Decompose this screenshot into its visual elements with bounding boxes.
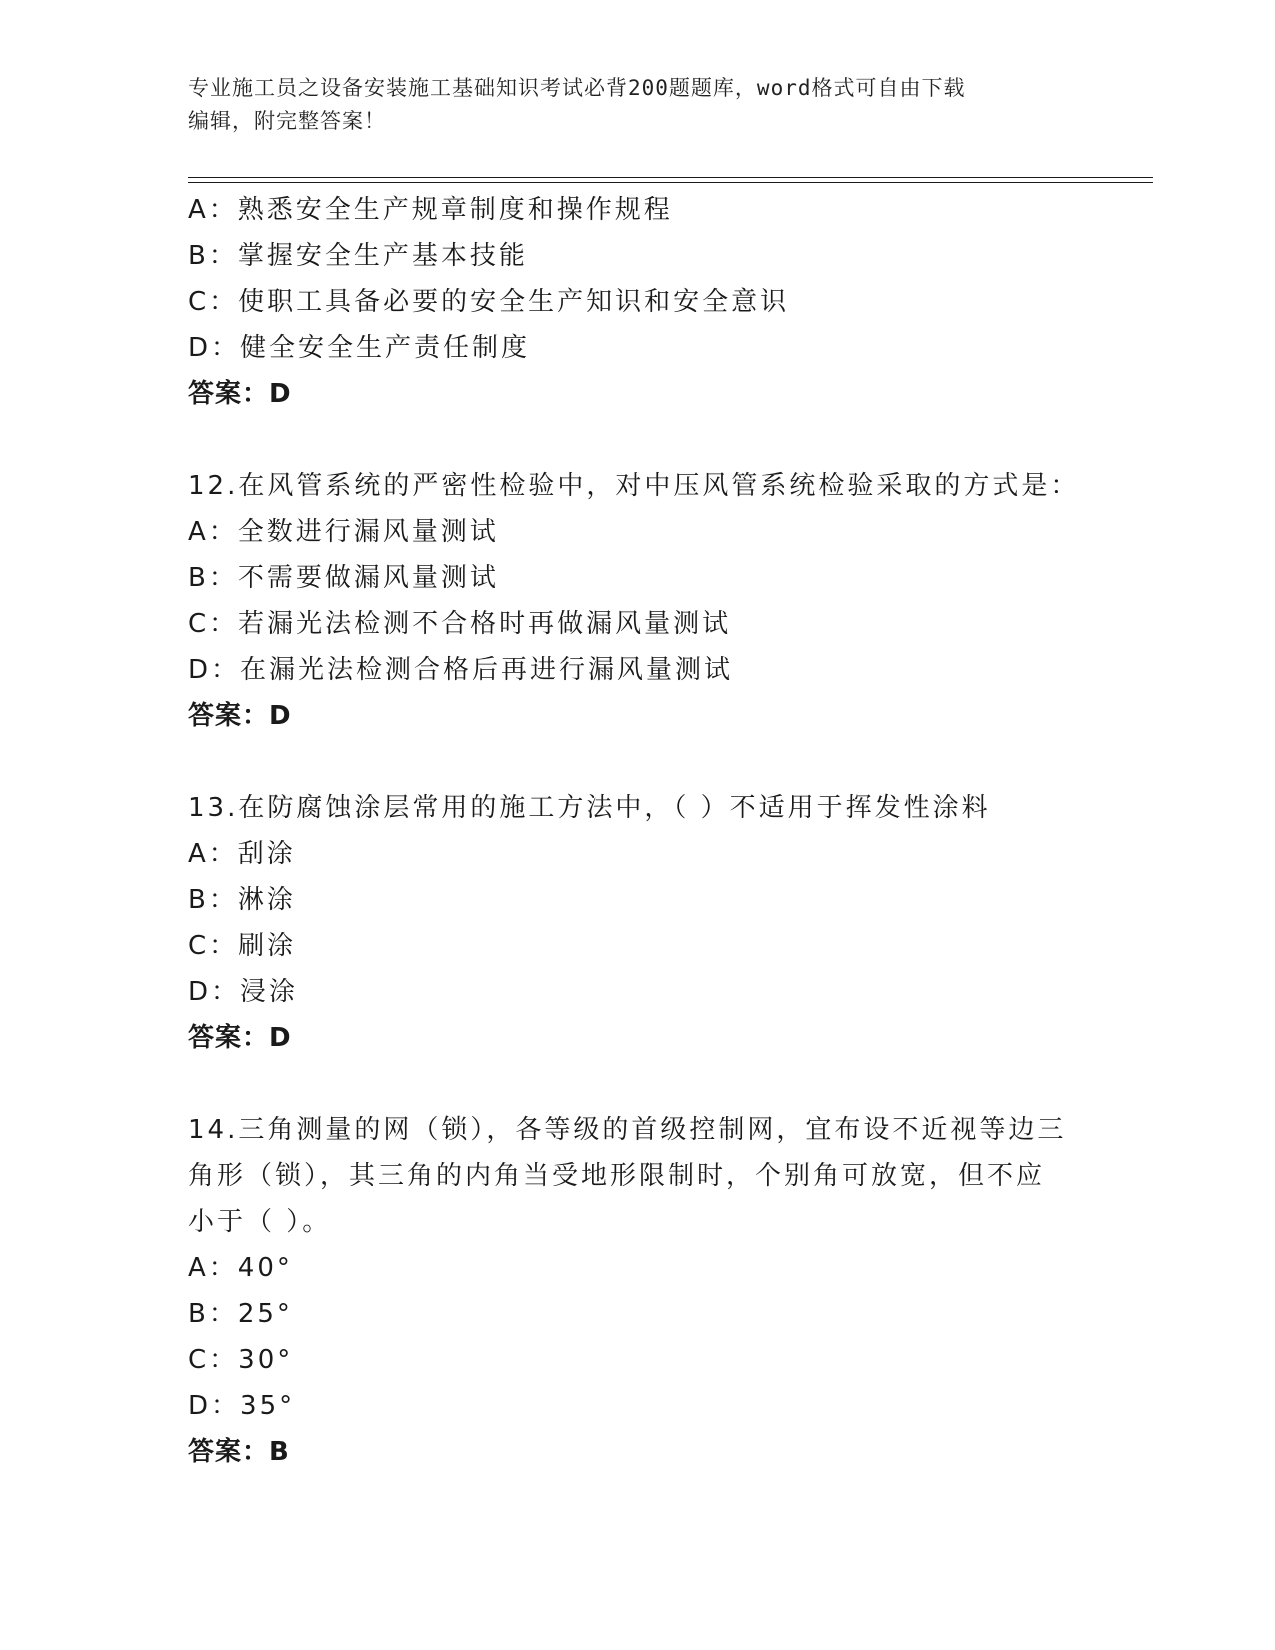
header-title-line-1: 专业施工员之设备安装施工基础知识考试必背200题题库，word格式可自由下载 — [188, 76, 966, 100]
question-text: 13.在防腐蚀涂层常用的施工方法中，（ ）不适用于挥发性涂料 — [188, 793, 991, 823]
header-divider-bottom — [188, 182, 1153, 183]
option-a: A：刮涂 — [188, 839, 296, 869]
option-c: C：30° — [188, 1345, 294, 1375]
option-c: C：使职工具备必要的安全生产知识和安全意识 — [188, 287, 790, 317]
option-b: B：掌握安全生产基本技能 — [188, 241, 528, 271]
header-divider-top — [188, 177, 1153, 178]
document-header — [188, 72, 1088, 138]
question-11 — [188, 187, 1088, 417]
option-b: B：25° — [188, 1299, 293, 1329]
option-a: A：40° — [188, 1253, 293, 1283]
spacer — [188, 417, 1088, 463]
question-text-line-2: 角形（锁），其三角的内角当受地形限制时，个别角可放宽，但不应 — [188, 1161, 1046, 1191]
question-13 — [188, 785, 1088, 1061]
option-d: D：浸涂 — [188, 977, 299, 1007]
answer-label: 答案：D — [188, 379, 292, 409]
option-d: D：35° — [188, 1391, 296, 1421]
header-title-line-2: 编辑，附完整答案！ — [188, 109, 386, 133]
answer-label: 答案：B — [188, 1437, 290, 1467]
option-b: B：不需要做漏风量测试 — [188, 563, 499, 593]
spacer — [188, 739, 1088, 785]
answer-label: 答案：D — [188, 701, 292, 731]
question-text — [188, 1107, 1088, 1245]
question-12 — [188, 463, 1088, 739]
question-list — [188, 187, 1088, 1475]
question-text: 12.在风管系统的严密性检验中，对中压风管系统检验采取的方式是： — [188, 471, 1080, 501]
spacer — [188, 1061, 1088, 1107]
question-14 — [188, 1107, 1088, 1475]
answer-label: 答案：D — [188, 1023, 292, 1053]
option-a: A：全数进行漏风量测试 — [188, 517, 499, 547]
question-text-line-1: 14.三角测量的网（锁），各等级的首级控制网，宜布设不近视等边三 — [188, 1115, 1067, 1145]
option-b: B：淋涂 — [188, 885, 296, 915]
option-d: D：在漏光法检测合格后再进行漏风量测试 — [188, 655, 734, 685]
question-text-line-3: 小于（ ）。 — [188, 1207, 332, 1237]
option-c: C：刷涂 — [188, 931, 297, 961]
option-d: D：健全安全生产责任制度 — [188, 333, 531, 363]
option-a: A：熟悉安全生产规章制度和操作规程 — [188, 195, 673, 225]
option-c: C：若漏光法检测不合格时再做漏风量测试 — [188, 609, 732, 639]
